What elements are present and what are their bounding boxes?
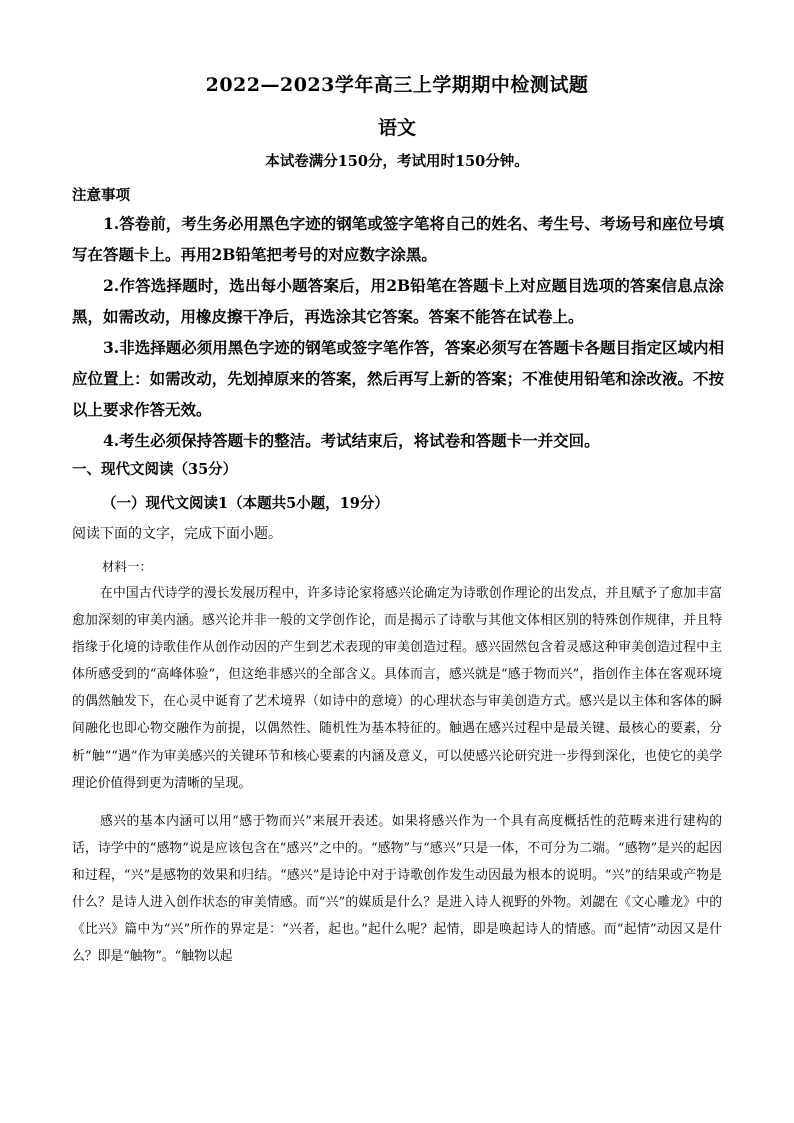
exam-subject: 语文 xyxy=(377,117,416,139)
notice-item-4: 4.考生必须保持答题卡的整洁。考试结束后，将试卷和答题卡一并交回。 xyxy=(103,431,600,450)
notice-list xyxy=(72,208,724,456)
subsection-heading: （一）现代文阅读1（本题共5小题，19分） xyxy=(102,495,389,512)
passage-paragraph-1: 在中国古代诗学的漫长发展历程中，许多诗论家将感兴论确定为诗歌创作理论的出发点，并且赋予了愈加丰富愈加深刻的审美内涵。感兴论并非一般的文学创作论，而是揭示了诗歌与其他文体相区别的特殊创作规律，并且特指缘于化境的诗歌佳作从创作动因的产生到艺术表现的审美创造过程。感兴固然包含着灵感这种审美创造过程中主体所感受到的“高峰体验”，但这绝非感兴的全部含义。具体而言，感兴就是“感于物而兴”，指创作主体在客观环境的偶然触发下，在心灵中诞育了艺术境界（如诗中的意境）的心理状态与审美创造方式。感兴是以主体和客体的瞬间融化也即心物交融作为前提，以偶然性、随机性为基本特征的。触遇在感兴过程中是最关键、最核心的要素，分析“触”“遇”作为审美感兴的关键环节和核心要素的内涵及意义，可以使感兴论研究进一步得到深化，也使它的美学理论价值得到更为清晰的呈现。 xyxy=(72,586,722,791)
notice-item-2: 2.作答选择题时，选出每小题答案后，用2B铅笔在答题卡上对应题目选项的答案信息点涂黑，如需改动，用橡皮擦干净后，再选涂其它答案。答案不能答在试卷上。 xyxy=(72,276,724,326)
section-heading: 一、现代文阅读（35分） xyxy=(72,461,238,478)
reading-instruction: 阅读下面的文字，完成下面小题。 xyxy=(72,526,282,542)
notice-item-3: 3.非选择题必须用黑色字迹的钢笔或签字笔作答，答案必须写在答题卡各题目指定区域内相应位置上：如需改动，先划掉原来的答案，然后再写上新的答案；不准使用铅笔和涂改液。不按以上要求作答无效。 xyxy=(72,338,724,419)
notice-item-1: 1.答卷前，考生务必用黑色字迹的钢笔或签字笔将自己的姓名、考生号、考场号和座位号填写在答题卡上。再用2B铅笔把考号的对应数字涂黑。 xyxy=(72,214,724,264)
exam-meta: 本试卷满分150分，考试用时150分钟。 xyxy=(265,153,529,170)
exam-title: 2022—2023学年高三上学期期中检测试题 xyxy=(205,74,589,96)
material-label: 材料一： xyxy=(102,559,153,574)
reading-passage xyxy=(72,580,722,970)
notice-heading: 注意事项 xyxy=(72,187,130,204)
passage-paragraph-2: 感兴的基本内涵可以用“感于物而兴”来展开表述。如果将感兴作为一个具有高度概括性的范畴来进行建构的话，诗学中的“感物”说是应该包含在“感兴”之中的。“感物”与“感兴”只是一体，不可分为二端。“感物”是兴的起因和过程，“兴”是感物的效果和归结。“感兴”是诗论中对于诗歌创作发生动因最为根本的说明。“兴”的结果或产物是什么？是诗人进入创作状态的审美情感。而“兴”的媒质是什么？是进入诗人视野的外物。刘勰在《文心雕龙》中的《比兴》篇中为“兴”所作的界定是：“兴者，起也。”起什么呢？起情，即是唤起诗人的情感。而“起情”动因又是什么？即是“触物”。“触物以起 xyxy=(72,813,722,965)
